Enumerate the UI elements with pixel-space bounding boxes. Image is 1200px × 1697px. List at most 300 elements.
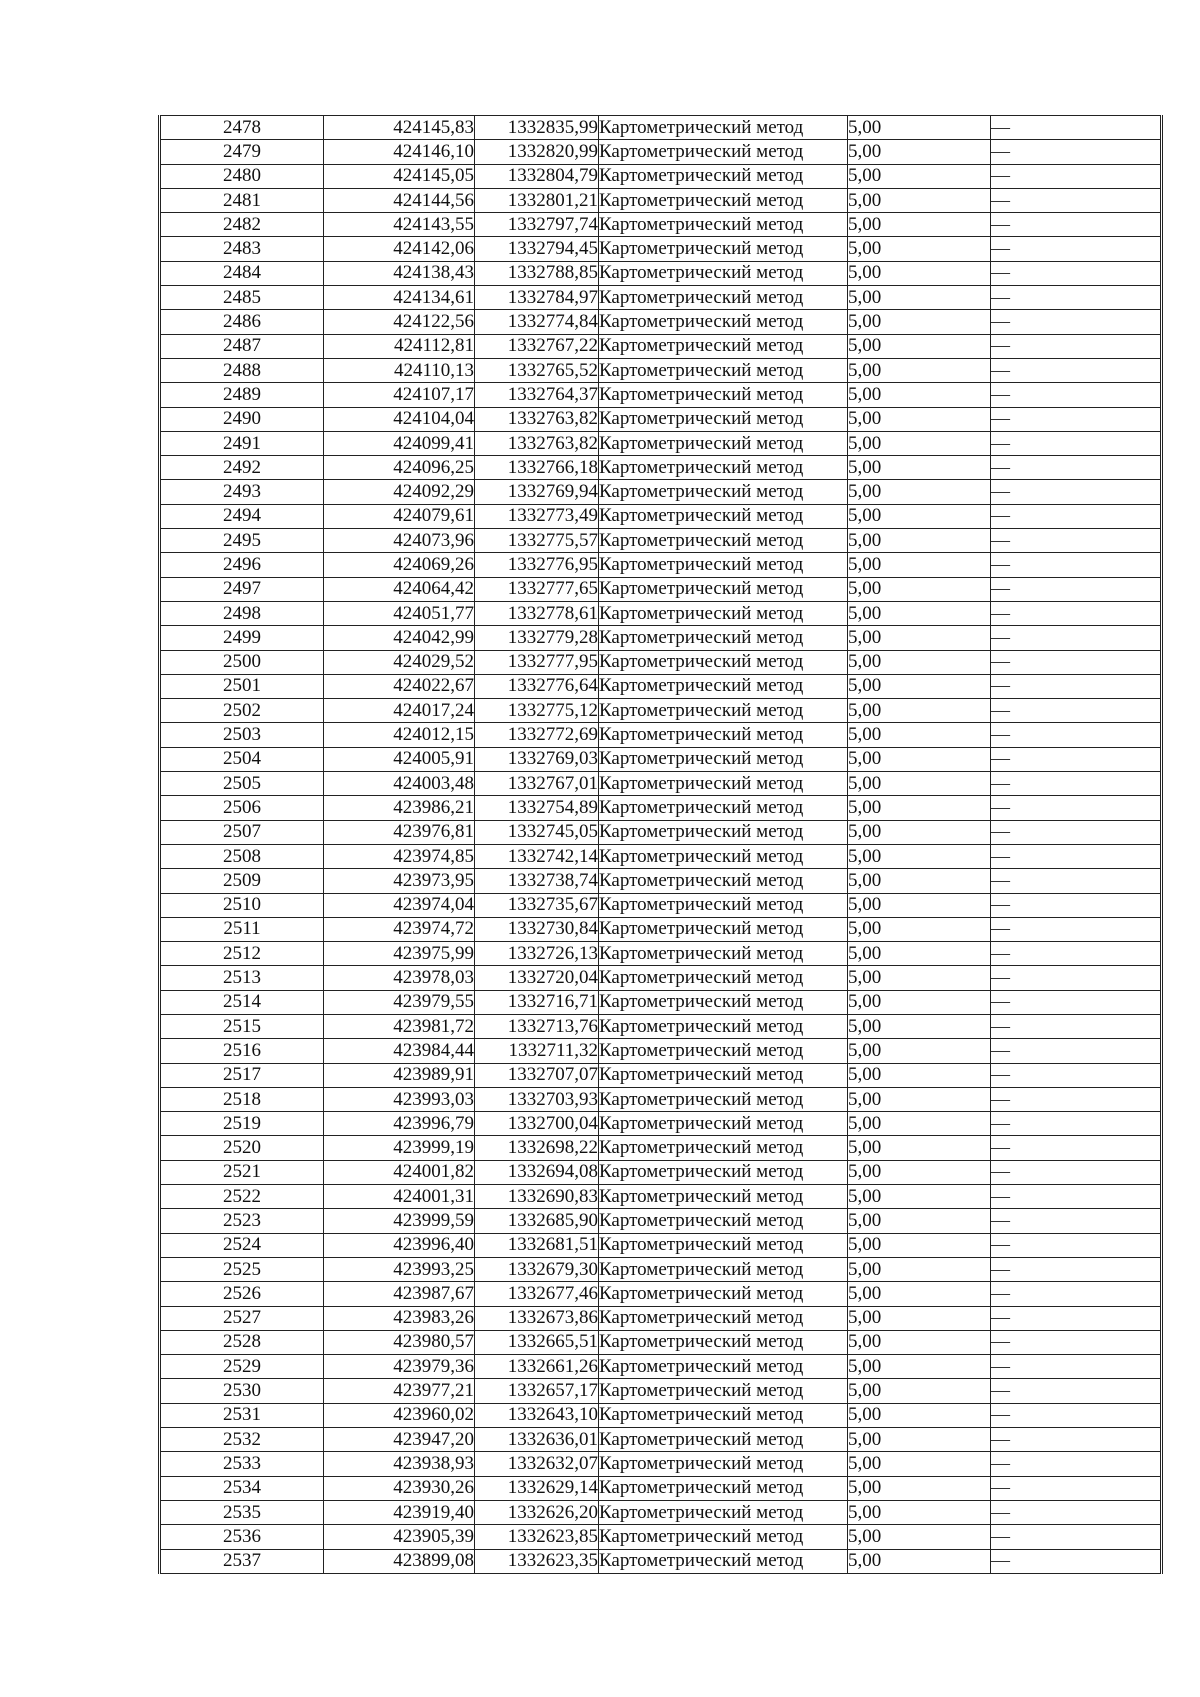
method-cell: Картометрический метод [599,213,848,237]
accuracy-cell: 5,00 [848,1428,991,1452]
table-row [160,188,1162,212]
note-cell: — [991,1452,1162,1476]
note-cell: — [991,1330,1162,1354]
method-cell: Картометрический метод [599,1403,848,1427]
y-coordinate-cell: 1332775,57 [475,529,599,553]
point-number-cell: 2497 [160,577,324,601]
point-number-cell: 2500 [160,650,324,674]
note-cell: — [991,820,1162,844]
point-number-cell: 2491 [160,431,324,455]
method-cell: Картометрический метод [599,237,848,261]
table-row [160,917,1162,941]
accuracy-cell: 5,00 [848,1500,991,1524]
note-cell: — [991,1379,1162,1403]
point-number-cell: 2499 [160,626,324,650]
table-row [160,1549,1162,1573]
point-number-cell: 2485 [160,286,324,310]
method-cell: Картометрический метод [599,1282,848,1306]
table-row [160,1087,1162,1111]
note-cell: — [991,893,1162,917]
accuracy-cell: 5,00 [848,1209,991,1233]
table-row [160,601,1162,625]
y-coordinate-cell: 1332767,22 [475,334,599,358]
method-cell: Картометрический метод [599,261,848,285]
table-row [160,1403,1162,1427]
x-coordinate-cell: 423960,02 [324,1403,475,1427]
accuracy-cell: 5,00 [848,650,991,674]
x-coordinate-cell: 423947,20 [324,1428,475,1452]
accuracy-cell: 5,00 [848,504,991,528]
accuracy-cell: 5,00 [848,529,991,553]
point-number-cell: 2505 [160,772,324,796]
point-number-cell: 2481 [160,188,324,212]
point-number-cell: 2511 [160,917,324,941]
x-coordinate-cell: 424005,91 [324,747,475,771]
method-cell: Картометрический метод [599,286,848,310]
note-cell: — [991,553,1162,577]
method-cell: Картометрический метод [599,529,848,553]
method-cell: Картометрический метод [599,990,848,1014]
table-row [160,1063,1162,1087]
table-row [160,966,1162,990]
method-cell: Картометрический метод [599,383,848,407]
point-number-cell: 2509 [160,869,324,893]
method-cell: Картометрический метод [599,1379,848,1403]
table-row [160,772,1162,796]
note-cell: — [991,772,1162,796]
y-coordinate-cell: 1332685,90 [475,1209,599,1233]
method-cell: Картометрический метод [599,893,848,917]
x-coordinate-cell: 424064,42 [324,577,475,601]
method-cell: Картометрический метод [599,966,848,990]
table-row [160,577,1162,601]
table-row [160,869,1162,893]
y-coordinate-cell: 1332804,79 [475,164,599,188]
x-coordinate-cell: 424112,81 [324,334,475,358]
accuracy-cell: 5,00 [848,1403,991,1427]
y-coordinate-cell: 1332679,30 [475,1257,599,1281]
method-cell: Картометрический метод [599,116,848,140]
point-number-cell: 2520 [160,1136,324,1160]
note-cell: — [991,990,1162,1014]
x-coordinate-cell: 423987,67 [324,1282,475,1306]
note-cell: — [991,1185,1162,1209]
accuracy-cell: 5,00 [848,1160,991,1184]
y-coordinate-cell: 1332764,37 [475,383,599,407]
y-coordinate-cell: 1332703,93 [475,1087,599,1111]
y-coordinate-cell: 1332754,89 [475,796,599,820]
point-number-cell: 2515 [160,1014,324,1038]
x-coordinate-cell: 423974,04 [324,893,475,917]
x-coordinate-cell: 424107,17 [324,383,475,407]
x-coordinate-cell: 424143,55 [324,213,475,237]
point-number-cell: 2493 [160,480,324,504]
note-cell: — [991,504,1162,528]
accuracy-cell: 5,00 [848,213,991,237]
table-row [160,1039,1162,1063]
x-coordinate-cell: 423984,44 [324,1039,475,1063]
table-row [160,1160,1162,1184]
x-coordinate-cell: 424144,56 [324,188,475,212]
x-coordinate-cell: 423905,39 [324,1525,475,1549]
y-coordinate-cell: 1332665,51 [475,1330,599,1354]
note-cell: — [991,869,1162,893]
table-row [160,747,1162,771]
table-row [160,1233,1162,1257]
y-coordinate-cell: 1332769,94 [475,480,599,504]
x-coordinate-cell: 424051,77 [324,601,475,625]
x-coordinate-cell: 423979,55 [324,990,475,1014]
accuracy-cell: 5,00 [848,140,991,164]
y-coordinate-cell: 1332713,76 [475,1014,599,1038]
coordinates-table-container [158,115,1160,1574]
note-cell: — [991,650,1162,674]
y-coordinate-cell: 1332776,95 [475,553,599,577]
table-row [160,237,1162,261]
point-number-cell: 2478 [160,116,324,140]
accuracy-cell: 5,00 [848,1355,991,1379]
y-coordinate-cell: 1332775,12 [475,699,599,723]
note-cell: — [991,237,1162,261]
note-cell: — [991,1500,1162,1524]
point-number-cell: 2517 [160,1063,324,1087]
point-number-cell: 2528 [160,1330,324,1354]
y-coordinate-cell: 1332766,18 [475,456,599,480]
note-cell: — [991,1063,1162,1087]
y-coordinate-cell: 1332673,86 [475,1306,599,1330]
accuracy-cell: 5,00 [848,1452,991,1476]
table-row [160,553,1162,577]
method-cell: Картометрический метод [599,626,848,650]
point-number-cell: 2488 [160,358,324,382]
y-coordinate-cell: 1332767,01 [475,772,599,796]
point-number-cell: 2519 [160,1112,324,1136]
accuracy-cell: 5,00 [848,286,991,310]
x-coordinate-cell: 424146,10 [324,140,475,164]
accuracy-cell: 5,00 [848,1525,991,1549]
x-coordinate-cell: 423979,36 [324,1355,475,1379]
y-coordinate-cell: 1332626,20 [475,1500,599,1524]
accuracy-cell: 5,00 [848,1257,991,1281]
method-cell: Картометрический метод [599,772,848,796]
point-number-cell: 2524 [160,1233,324,1257]
y-coordinate-cell: 1332745,05 [475,820,599,844]
x-coordinate-cell: 423974,85 [324,844,475,868]
note-cell: — [991,699,1162,723]
accuracy-cell: 5,00 [848,1185,991,1209]
accuracy-cell: 5,00 [848,553,991,577]
accuracy-cell: 5,00 [848,334,991,358]
x-coordinate-cell: 424138,43 [324,261,475,285]
x-coordinate-cell: 423973,95 [324,869,475,893]
method-cell: Картометрический метод [599,358,848,382]
accuracy-cell: 5,00 [848,577,991,601]
note-cell: — [991,577,1162,601]
x-coordinate-cell: 423986,21 [324,796,475,820]
method-cell: Картометрический метод [599,310,848,334]
coordinates-table-body [160,116,1162,1574]
y-coordinate-cell: 1332763,82 [475,431,599,455]
accuracy-cell: 5,00 [848,237,991,261]
table-row [160,893,1162,917]
table-row [160,358,1162,382]
method-cell: Картометрический метод [599,577,848,601]
table-row [160,942,1162,966]
y-coordinate-cell: 1332720,04 [475,966,599,990]
note-cell: — [991,480,1162,504]
point-number-cell: 2495 [160,529,324,553]
table-row [160,116,1162,140]
note-cell: — [991,1525,1162,1549]
y-coordinate-cell: 1332772,69 [475,723,599,747]
point-number-cell: 2512 [160,942,324,966]
note-cell: — [991,213,1162,237]
method-cell: Картометрический метод [599,1476,848,1500]
accuracy-cell: 5,00 [848,966,991,990]
x-coordinate-cell: 424145,83 [324,116,475,140]
x-coordinate-cell: 423930,26 [324,1476,475,1500]
table-row [160,1355,1162,1379]
method-cell: Картометрический метод [599,334,848,358]
point-number-cell: 2508 [160,844,324,868]
accuracy-cell: 5,00 [848,480,991,504]
table-row [160,529,1162,553]
accuracy-cell: 5,00 [848,1014,991,1038]
x-coordinate-cell: 423996,40 [324,1233,475,1257]
accuracy-cell: 5,00 [848,1087,991,1111]
x-coordinate-cell: 424073,96 [324,529,475,553]
y-coordinate-cell: 1332657,17 [475,1379,599,1403]
note-cell: — [991,1428,1162,1452]
table-row [160,1014,1162,1038]
method-cell: Картометрический метод [599,1306,848,1330]
y-coordinate-cell: 1332779,28 [475,626,599,650]
x-coordinate-cell: 423980,57 [324,1330,475,1354]
point-number-cell: 2492 [160,456,324,480]
x-coordinate-cell: 424079,61 [324,504,475,528]
y-coordinate-cell: 1332763,82 [475,407,599,431]
note-cell: — [991,601,1162,625]
accuracy-cell: 5,00 [848,407,991,431]
note-cell: — [991,1355,1162,1379]
x-coordinate-cell: 424142,06 [324,237,475,261]
table-row [160,844,1162,868]
method-cell: Картометрический метод [599,844,848,868]
accuracy-cell: 5,00 [848,1112,991,1136]
method-cell: Картометрический метод [599,1233,848,1257]
method-cell: Картометрический метод [599,1063,848,1087]
table-row [160,796,1162,820]
table-row [160,1306,1162,1330]
x-coordinate-cell: 424096,25 [324,456,475,480]
x-coordinate-cell: 424012,15 [324,723,475,747]
table-row [160,723,1162,747]
point-number-cell: 2489 [160,383,324,407]
method-cell: Картометрический метод [599,723,848,747]
x-coordinate-cell: 424122,56 [324,310,475,334]
point-number-cell: 2521 [160,1160,324,1184]
point-number-cell: 2487 [160,334,324,358]
point-number-cell: 2507 [160,820,324,844]
table-row [160,456,1162,480]
y-coordinate-cell: 1332788,85 [475,261,599,285]
x-coordinate-cell: 424069,26 [324,553,475,577]
note-cell: — [991,358,1162,382]
table-row [160,407,1162,431]
x-coordinate-cell: 423974,72 [324,917,475,941]
point-number-cell: 2496 [160,553,324,577]
point-number-cell: 2523 [160,1209,324,1233]
note-cell: — [991,1136,1162,1160]
x-coordinate-cell: 423919,40 [324,1500,475,1524]
method-cell: Картометрический метод [599,674,848,698]
accuracy-cell: 5,00 [848,699,991,723]
y-coordinate-cell: 1332769,03 [475,747,599,771]
method-cell: Картометрический метод [599,1500,848,1524]
y-coordinate-cell: 1332742,14 [475,844,599,868]
accuracy-cell: 5,00 [848,893,991,917]
note-cell: — [991,334,1162,358]
method-cell: Картометрический метод [599,140,848,164]
x-coordinate-cell: 424099,41 [324,431,475,455]
accuracy-cell: 5,00 [848,626,991,650]
table-row [160,1500,1162,1524]
method-cell: Картометрический метод [599,1549,848,1573]
y-coordinate-cell: 1332820,99 [475,140,599,164]
accuracy-cell: 5,00 [848,383,991,407]
note-cell: — [991,1306,1162,1330]
table-row [160,1209,1162,1233]
point-number-cell: 2479 [160,140,324,164]
point-number-cell: 2518 [160,1087,324,1111]
point-number-cell: 2490 [160,407,324,431]
y-coordinate-cell: 1332632,07 [475,1452,599,1476]
table-row [160,431,1162,455]
table-row [160,820,1162,844]
note-cell: — [991,1014,1162,1038]
accuracy-cell: 5,00 [848,1039,991,1063]
y-coordinate-cell: 1332623,85 [475,1525,599,1549]
table-row [160,213,1162,237]
x-coordinate-cell: 424145,05 [324,164,475,188]
point-number-cell: 2513 [160,966,324,990]
x-coordinate-cell: 424029,52 [324,650,475,674]
method-cell: Картометрический метод [599,164,848,188]
x-coordinate-cell: 424110,13 [324,358,475,382]
note-cell: — [991,626,1162,650]
y-coordinate-cell: 1332661,26 [475,1355,599,1379]
method-cell: Картометрический метод [599,1039,848,1063]
accuracy-cell: 5,00 [848,1233,991,1257]
y-coordinate-cell: 1332681,51 [475,1233,599,1257]
accuracy-cell: 5,00 [848,844,991,868]
y-coordinate-cell: 1332776,64 [475,674,599,698]
point-number-cell: 2514 [160,990,324,1014]
y-coordinate-cell: 1332707,07 [475,1063,599,1087]
method-cell: Картометрический метод [599,1112,848,1136]
accuracy-cell: 5,00 [848,358,991,382]
table-row [160,1452,1162,1476]
method-cell: Картометрический метод [599,504,848,528]
table-row [160,504,1162,528]
x-coordinate-cell: 423899,08 [324,1549,475,1573]
point-number-cell: 2510 [160,893,324,917]
accuracy-cell: 5,00 [848,942,991,966]
method-cell: Картометрический метод [599,1330,848,1354]
x-coordinate-cell: 424017,24 [324,699,475,723]
x-coordinate-cell: 424003,48 [324,772,475,796]
table-row [160,261,1162,285]
note-cell: — [991,723,1162,747]
table-row [160,383,1162,407]
note-cell: — [991,917,1162,941]
y-coordinate-cell: 1332774,84 [475,310,599,334]
method-cell: Картометрический метод [599,1185,848,1209]
y-coordinate-cell: 1332738,74 [475,869,599,893]
x-coordinate-cell: 424022,67 [324,674,475,698]
y-coordinate-cell: 1332700,04 [475,1112,599,1136]
note-cell: — [991,942,1162,966]
accuracy-cell: 5,00 [848,261,991,285]
table-row [160,334,1162,358]
point-number-cell: 2482 [160,213,324,237]
point-number-cell: 2480 [160,164,324,188]
method-cell: Картометрический метод [599,1428,848,1452]
table-row [160,1476,1162,1500]
method-cell: Картометрический метод [599,601,848,625]
method-cell: Картометрический метод [599,1209,848,1233]
point-number-cell: 2484 [160,261,324,285]
x-coordinate-cell: 423981,72 [324,1014,475,1038]
accuracy-cell: 5,00 [848,310,991,334]
table-row [160,699,1162,723]
x-coordinate-cell: 423999,59 [324,1209,475,1233]
table-row [160,626,1162,650]
point-number-cell: 2525 [160,1257,324,1281]
method-cell: Картометрический метод [599,796,848,820]
note-cell: — [991,844,1162,868]
method-cell: Картометрический метод [599,1160,848,1184]
accuracy-cell: 5,00 [848,188,991,212]
method-cell: Картометрический метод [599,407,848,431]
accuracy-cell: 5,00 [848,601,991,625]
y-coordinate-cell: 1332797,74 [475,213,599,237]
method-cell: Картометрический метод [599,1452,848,1476]
method-cell: Картометрический метод [599,1525,848,1549]
point-number-cell: 2529 [160,1355,324,1379]
note-cell: — [991,286,1162,310]
note-cell: — [991,407,1162,431]
method-cell: Картометрический метод [599,480,848,504]
method-cell: Картометрический метод [599,869,848,893]
accuracy-cell: 5,00 [848,1379,991,1403]
table-row [160,140,1162,164]
x-coordinate-cell: 423989,91 [324,1063,475,1087]
point-number-cell: 2522 [160,1185,324,1209]
accuracy-cell: 5,00 [848,1306,991,1330]
accuracy-cell: 5,00 [848,116,991,140]
y-coordinate-cell: 1332694,08 [475,1160,599,1184]
y-coordinate-cell: 1332623,35 [475,1549,599,1573]
accuracy-cell: 5,00 [848,990,991,1014]
accuracy-cell: 5,00 [848,431,991,455]
note-cell: — [991,261,1162,285]
x-coordinate-cell: 423977,21 [324,1379,475,1403]
point-number-cell: 2483 [160,237,324,261]
method-cell: Картометрический метод [599,456,848,480]
y-coordinate-cell: 1332777,65 [475,577,599,601]
accuracy-cell: 5,00 [848,1330,991,1354]
